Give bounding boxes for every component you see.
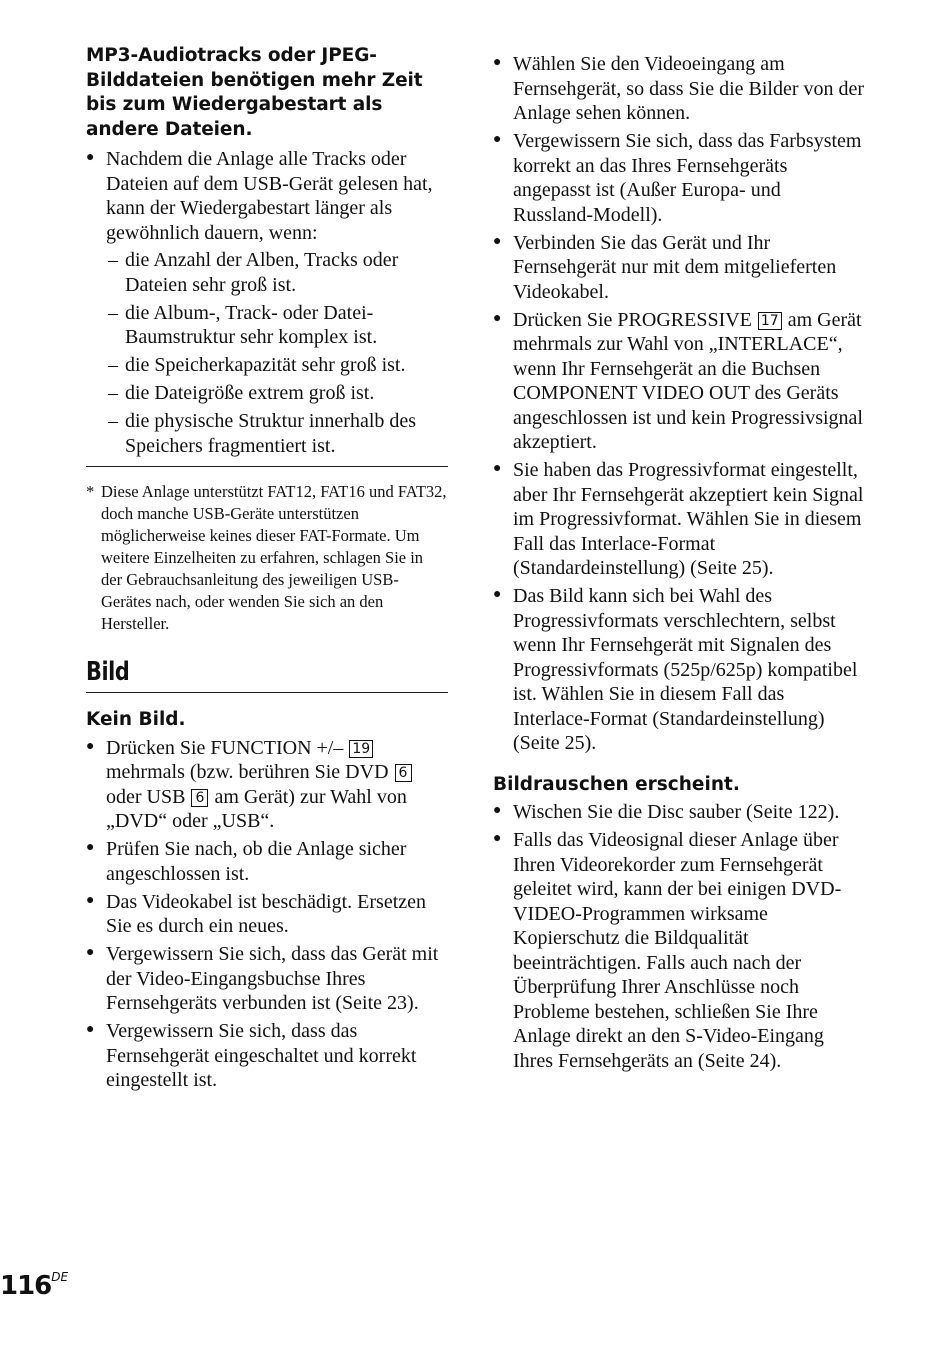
list-item: ● Wählen Sie den Videoeingang am Fernsehgerät, so dass Sie die Bilder von der Anlage sehen können. [493,52,865,126]
footnote-marker: * [86,482,95,501]
list-item [86,147,448,458]
dash-item: – die Dateigröße extrem groß ist. [106,381,448,406]
key-19-icon: 19 [349,740,373,758]
footnote [86,481,448,635]
list-item: ● Vergewissern Sie sich, dass das Gerät mit der Video-Eingangsbuchse Ihres Fernsehgeräts verbunden ist (Seite 23). [86,942,448,1016]
list-item: ● Das Videokabel ist beschädigt. Ersetzen Sie es durch ein neues. [86,890,448,939]
left-column [86,44,448,1096]
list-item: ● Vergewissern Sie sich, dass das Fernsehgerät eingeschaltet und korrekt eingestellt ist. [86,1019,448,1093]
list-item [86,736,448,834]
dash-item: – die Speicherkapazität sehr groß ist. [106,353,448,378]
section-title: Bild [86,657,130,687]
list-item: ● Sie haben das Progressivformat eingestellt, aber Ihr Fernsehgerät akzeptiert kein Signal im Progressivformat. Wählen Sie in diesem Fall das Interlace-Format (Standardeinstellung) (Seite 25). [493,458,865,581]
list-item: ● Vergewissern Sie sich, dass das Farbsystem korrekt an das Ihres Fernsehgeräts angepasst ist (Außer Europa- und Russland-Modell). [493,129,865,227]
list-item [493,308,865,455]
kein-bild-heading: Kein Bild. [86,709,186,730]
bullet-text: Drücken Sie PROGRESSIVE [513,308,752,331]
footnote-divider [86,466,448,467]
bullet-text: am Gerät) zur Wahl von „DVD“ oder „USB“. [106,785,407,832]
dash-item: – die Album-, Track- oder Datei-Baumstruktur sehr komplex ist. [106,301,448,350]
key-6-icon: 6 [395,764,412,782]
list-item: ● Verbinden Sie das Gerät und Ihr Fernsehgerät nur mit dem mitgelieferten Videokabel. [493,231,865,305]
bildrauschen-list [493,800,865,1073]
list-item: ● Prüfen Sie nach, ob die Anlage sicher angeschlossen ist. [86,837,448,886]
right-column [493,52,865,1077]
bullet-text: mehrmals (bzw. berühren Sie DVD [106,761,389,783]
list-item: ● Falls das Videosignal dieser Anlage über Ihren Videorekorder zum Fernsehgerät geleitet wird, kann der bei einigen DVD-VIDEO-Programmen wirksame Kopierschutz die Bildqualität beeinträchtigen. Falls auch nach der Überprüfung Ihrer Anschlüsse noch Probleme bestehen, schließen Sie Ihre Anlage direkt an den S-Video-Eingang Ihres Fernsehgeräts an (Seite 24). [493,828,865,1073]
kein-bild-list [86,736,448,1093]
key-17-icon: 17 [758,312,782,330]
mp3-bullet-list [86,147,448,458]
mp3-bullet-text: Nachdem die Anlage alle Tracks oder Dateien auf dem USB-Gerät gelesen hat, kann der Wiedergabestart länger als gewöhnlich dauern, wenn: [106,148,433,244]
list-item: ● Wischen Sie die Disc sauber (Seite 122). [493,800,865,825]
list-item: ● Das Bild kann sich bei Wahl des Progressivformats verschlechtern, selbst wenn Ihr Fernsehgerät mit Signalen des Progressivformats (525p/625p) kompatibel ist. Wählen Sie in diesem Fall das Interlace-Format (Standardeinstellung) (Seite 25). [493,584,865,756]
mp3-dash-list [106,248,448,458]
page-number [0,1262,68,1301]
dash-item: – die physische Struktur innerhalb des Speichers fragmentiert ist. [106,409,448,458]
bullet-text: oder USB [106,785,186,808]
section-divider [86,692,448,693]
footnote-text: Diese Anlage unterstützt FAT12, FAT16 und FAT32, doch manche USB-Geräte unterstützen möglicherweise keines dieser FAT-Formate. Um weitere Einzelheiten zu erfahren, schlagen Sie in der Gebrauchsanleitung des jeweiligen USB-Gerätes nach, oder wenden Sie sich an den Hersteller. [101,482,447,633]
mp3-heading: MP3-Audiotracks oder JPEG-Bilddateien benötigen mehr Zeit bis zum Wiedergabestart als andere Dateien. [86,45,423,140]
bullet-text: Drücken Sie FUNCTION +/– [106,736,344,759]
dash-item: – die Anzahl der Alben, Tracks oder Dateien sehr groß ist. [106,248,448,297]
key-6-icon: 6 [191,789,208,807]
page-language-code: DE [51,1270,69,1284]
page-number-value: 116 [0,1271,52,1301]
bild-continued-list [493,52,865,756]
bullet-text: am Gerät mehrmals zur Wahl von „INTERLACE“, wenn Ihr Fernsehgerät an die Buchsen COMPONENT VIDEO OUT des Geräts angeschlossen ist und kein Progressivsignal akzeptiert. [513,308,863,453]
bildrauschen-heading: Bildrauschen erscheint. [493,773,740,795]
